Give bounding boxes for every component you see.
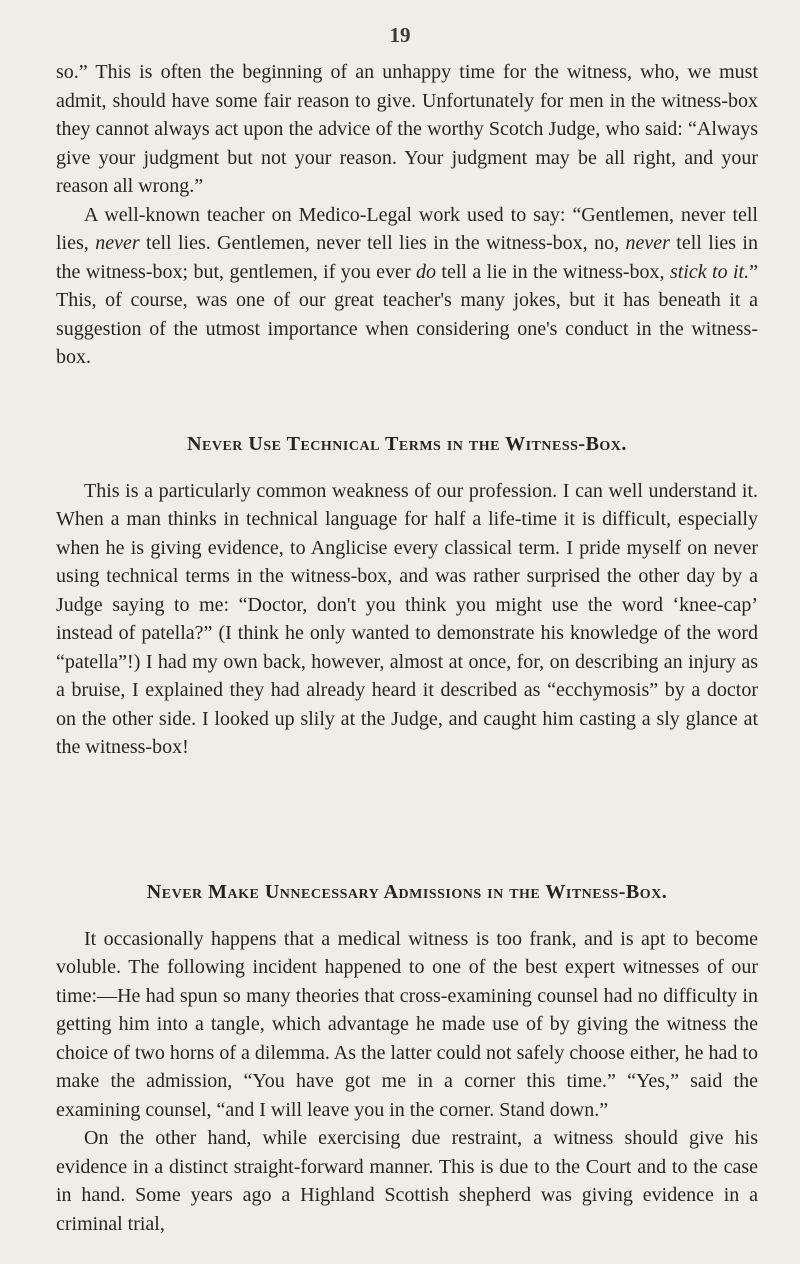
paragraph-3: This is a particularly common weakness of our profession. I can well understand it. When a man thinks in technical language for half a life-time it is difficult, especially when he is giving evidence, to Anglicise every classical term. I pride myself on never using technical terms in the witness-box, and was rather surprised the other day by a Judge saying to me: “Doctor, don't you think you might use the word ‘knee-cap’ instead of patella?” (I think he only wanted to demonstrate his knowledge of the word “patella”!) I had my own back, however, almost at once, for, on describing an injury as a bruise, I explained they had already heard it described as “ecchymosis” by a doctor on the other side. I looked up slily at the Judge, and caught him casting a sly glance at the witness-box! [56,479,758,758]
paragraph-5: On the other hand, while exercising due restraint, a witness should give his evidence in a distinct straight-forward manner. This is due to the Court and to the case in hand. Some years ago a Highland Scottish shepherd was giving evidence in a criminal trial, [56,1127,758,1235]
paragraph-2-part-i: ” This, of course, was one of our great teacher's many jokes, but it has beneath it a suggestion of the utmost importance when considering one's conduct in the witness-box. [56,260,758,368]
paragraph-2-part-a: A well-known teacher on Medico-Legal work used to say: “Gentlemen, never tell lies, [56,203,758,254]
paragraph-2-part-g: tell a lie in the witness-box, [436,260,670,283]
page-number: 19 [389,23,411,47]
section-heading-unnecessary-admissions: Never Make Unnecessary Admissions in the Witness-Box. [146,881,668,903]
body-text-top [56,58,758,372]
emphasis-never-1: never [95,232,140,254]
paragraph-2 [56,201,758,372]
section-technical-terms [56,430,758,762]
section-unnecessary-admissions [56,878,758,1238]
emphasis-do: do [416,260,437,283]
emphasis-never-2: never [625,232,670,254]
paragraph-1: so.” This is often the beginning of an unhappy time for the witness, who, we must admit, should have some fair reason to give. Unfortunately for men in the witness-box they cannot always act upon the advice of the worthy Scotch Judge, who said: “Always give your judgment but not your reason. Your judgment may be all right, and your reason all wrong.” [56,61,758,197]
paragraph-4: It occasionally happens that a medical witness is too frank, and is apt to become voluble. The following incident happened to one of the best expert witnesses of our time:—He had spun so many theories that cross-examining counsel had no difficulty in getting him into a tangle, which advantage he made use of by giving the witness the choice of two horns of a dilemma. As the latter could not safely choose either, he had to make the admission, “You have got me in a corner this time.” “Yes,” said the examining counsel, “and I will leave you in the corner. Stand down.” [56,927,758,1121]
paragraph-2-part-e: tell lies in the witness-box; but, gentlemen, if you ever [56,232,758,283]
emphasis-stick-to-it: stick to it. [669,260,750,283]
paragraph-2-part-c: tell lies. Gentlemen, never tell lies in the witness-box, no, [139,232,626,254]
section-heading-technical-terms: Never Use Technical Terms in the Witness-Box. [187,433,627,455]
